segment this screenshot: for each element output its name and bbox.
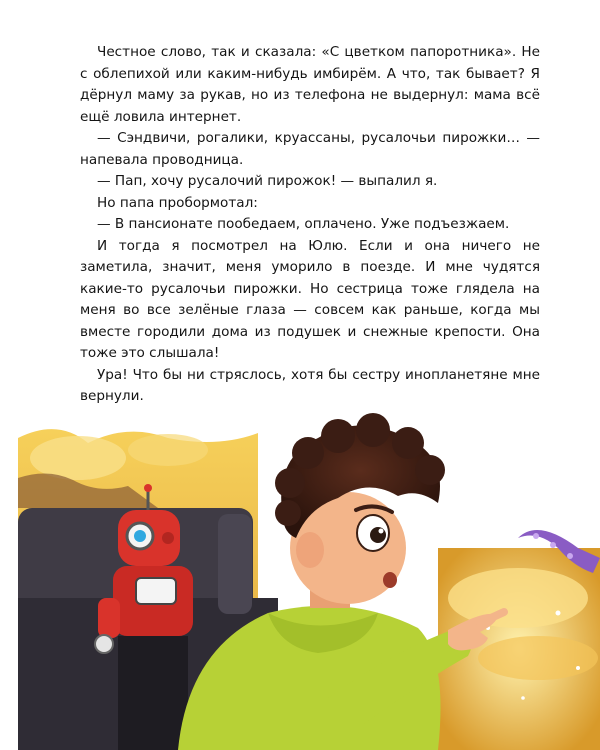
book-illustration: [18, 398, 600, 750]
paragraph: — Сэндвичи, рогалики, круассаны, русалочьи пирожки… — напевала проводница.: [80, 130, 540, 168]
paragraph: — В пансионате пообедаем, оплачено. Уже подъезжаем.: [97, 216, 510, 232]
paragraph: — Пап, хочу русалочий пирожок! — выпалил я.: [97, 173, 438, 189]
paragraph: Честное слово, так и сказала: «С цветком папоротника». Не с облепихой или каким-нибудь имбирём. А что, так бывает? Я дёрнул маму за рукав, но из телефона не выдернул: мама всё ещё ловила интернет.: [80, 44, 540, 125]
paragraph: И тогда я посмотрел на Юлю. Если и она ничего не заметила, значит, меня уморило в поезде. И мне чудятся какие-то русалочьи пирожки. Но сестрица тоже глядела на меня во все зелёные глаза — совсем как раньше, когда мы вместе городили дома из подушек и снежные крепости. Она тоже это слышала!: [80, 237, 540, 361]
paragraph: Ура! Что бы ни стряслось, хотя бы сестру инопланетяне мне вернули.: [80, 366, 540, 404]
paragraph: Но папа пробормотал:: [97, 194, 258, 211]
story-text: [80, 42, 540, 408]
